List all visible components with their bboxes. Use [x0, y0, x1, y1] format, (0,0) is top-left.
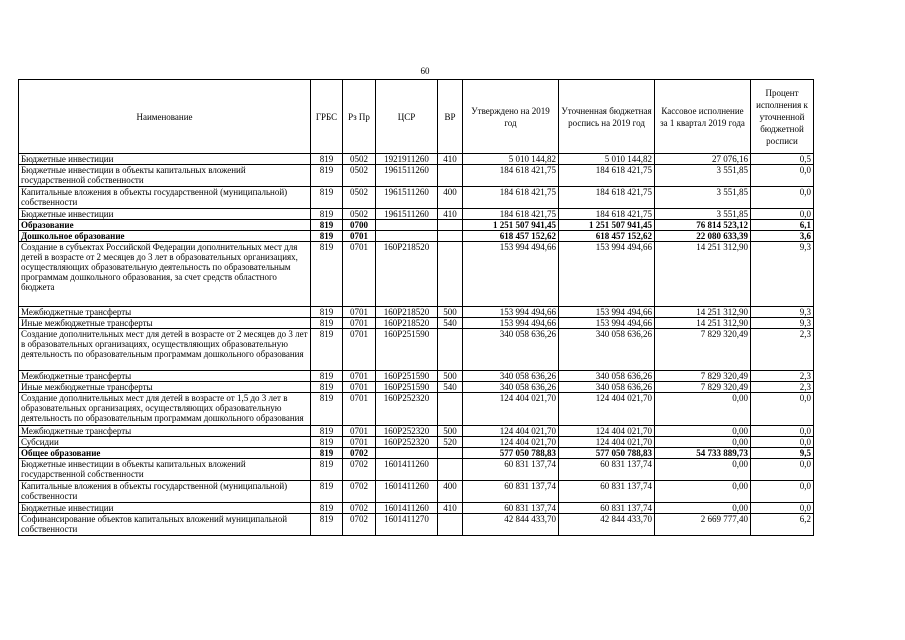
- row-vr: [438, 459, 463, 481]
- column-header-approved: Утверждено на 2019 год: [463, 80, 559, 154]
- row-percent: 9,5: [751, 448, 814, 459]
- row-csr: 160P252320: [376, 437, 438, 448]
- row-cash: 54 733 889,73: [655, 448, 751, 459]
- row-percent: 0,0: [751, 165, 814, 187]
- row-vr: 410: [438, 209, 463, 220]
- row-rzpr: 0700: [343, 220, 376, 231]
- row-csr: 1921911260: [376, 154, 438, 165]
- row-grbs: 819: [311, 393, 343, 426]
- row-name: Создание в субъектах Российской Федерации дополнительных мест для детей в возрасте от 2 месяцев до 3 лет в образовательных организациях, осуществляющих образовательную деятельность по образовательным программам дошкольного образования, за счет средств областного бюджета: [19, 242, 311, 307]
- row-csr: 160P251590: [376, 371, 438, 382]
- row-csr: 160P251590: [376, 329, 438, 371]
- row-name: Образование: [19, 220, 311, 231]
- row-percent: 0,0: [751, 503, 814, 514]
- row-vr: [438, 393, 463, 426]
- table-row: [19, 426, 814, 437]
- row-grbs: 819: [311, 231, 343, 242]
- row-csr: 1601411270: [376, 514, 438, 536]
- row-rzpr: 0701: [343, 307, 376, 318]
- row-vr: 500: [438, 426, 463, 437]
- row-grbs: 819: [311, 503, 343, 514]
- row-percent: 0,0: [751, 187, 814, 209]
- row-name: Дошкольное образование: [19, 231, 311, 242]
- page-number: 60: [420, 66, 430, 76]
- table-body: [19, 154, 814, 536]
- row-name: Бюджетные инвестиции в объекты капитальных вложений государственной собственности: [19, 165, 311, 187]
- row-rzpr: 0701: [343, 318, 376, 329]
- row-percent: 0,0: [751, 437, 814, 448]
- row-cash: 14 251 312,90: [655, 307, 751, 318]
- row-name: Субсидии: [19, 437, 311, 448]
- row-name: Межбюджетные трансферты: [19, 371, 311, 382]
- row-csr: [376, 448, 438, 459]
- row-cash: 22 080 633,39: [655, 231, 751, 242]
- row-rzpr: 0702: [343, 459, 376, 481]
- row-approved: 184 618 421,75: [463, 165, 559, 187]
- row-refined: 124 404 021,70: [559, 426, 655, 437]
- row-grbs: 819: [311, 382, 343, 393]
- budget-execution-table: [18, 79, 814, 536]
- row-approved: 124 404 021,70: [463, 426, 559, 437]
- row-percent: 9,3: [751, 307, 814, 318]
- table-row: [19, 318, 814, 329]
- row-grbs: 819: [311, 371, 343, 382]
- row-cash: 2 669 777,40: [655, 514, 751, 536]
- table-row: [19, 371, 814, 382]
- row-refined: 60 831 137,74: [559, 459, 655, 481]
- row-csr: [376, 220, 438, 231]
- table-row-section: [19, 231, 814, 242]
- table-row-section: [19, 220, 814, 231]
- row-rzpr: 0502: [343, 209, 376, 220]
- row-percent: 0,0: [751, 426, 814, 437]
- row-csr: 1601411260: [376, 503, 438, 514]
- row-grbs: 819: [311, 187, 343, 209]
- row-percent: 6,1: [751, 220, 814, 231]
- row-rzpr: 0502: [343, 165, 376, 187]
- row-csr: 1961511260: [376, 209, 438, 220]
- row-refined: 153 994 494,66: [559, 307, 655, 318]
- row-refined: 184 618 421,75: [559, 187, 655, 209]
- row-approved: 184 618 421,75: [463, 187, 559, 209]
- row-percent: 9,3: [751, 242, 814, 307]
- row-grbs: 819: [311, 209, 343, 220]
- row-rzpr: 0702: [343, 448, 376, 459]
- row-cash: 27 076,16: [655, 154, 751, 165]
- table-row: [19, 459, 814, 481]
- column-header-vr: ВР: [438, 80, 463, 154]
- row-percent: 0,0: [751, 393, 814, 426]
- row-name: Иные межбюджетные трансферты: [19, 318, 311, 329]
- row-grbs: 819: [311, 459, 343, 481]
- table-row: [19, 503, 814, 514]
- row-grbs: 819: [311, 318, 343, 329]
- column-header-rzpr: Рз Пр: [343, 80, 376, 154]
- table-row: [19, 165, 814, 187]
- row-vr: [438, 329, 463, 371]
- row-vr: [438, 242, 463, 307]
- row-vr: 400: [438, 187, 463, 209]
- row-vr: [438, 514, 463, 536]
- row-csr: [376, 231, 438, 242]
- row-refined: 60 831 137,74: [559, 481, 655, 503]
- table-row: [19, 382, 814, 393]
- row-grbs: 819: [311, 426, 343, 437]
- row-csr: 1961511260: [376, 165, 438, 187]
- row-vr: 520: [438, 437, 463, 448]
- row-percent: 2,3: [751, 329, 814, 371]
- row-vr: 410: [438, 154, 463, 165]
- row-cash: 14 251 312,90: [655, 318, 751, 329]
- row-vr: 500: [438, 307, 463, 318]
- row-vr: 410: [438, 503, 463, 514]
- row-percent: 3,6: [751, 231, 814, 242]
- row-csr: 160P218520: [376, 307, 438, 318]
- table-row: [19, 307, 814, 318]
- row-rzpr: 0502: [343, 187, 376, 209]
- column-header-cash: Кассовое исполнение за 1 квартал 2019 года: [655, 80, 751, 154]
- row-approved: 618 457 152,62: [463, 231, 559, 242]
- table-row: [19, 437, 814, 448]
- column-header-refined: Уточненная бюджетная роспись на 2019 год: [559, 80, 655, 154]
- row-cash: 0,00: [655, 481, 751, 503]
- row-rzpr: 0701: [343, 242, 376, 307]
- table-row: [19, 329, 814, 371]
- row-approved: 60 831 137,74: [463, 503, 559, 514]
- row-refined: 60 831 137,74: [559, 503, 655, 514]
- row-rzpr: 0702: [343, 514, 376, 536]
- row-rzpr: 0701: [343, 371, 376, 382]
- row-name: Капитальные вложения в объекты государственной (муниципальной) собственности: [19, 481, 311, 503]
- row-csr: 1601411260: [376, 481, 438, 503]
- row-cash: 14 251 312,90: [655, 242, 751, 307]
- row-refined: 618 457 152,62: [559, 231, 655, 242]
- row-refined: 577 050 788,83: [559, 448, 655, 459]
- row-vr: 540: [438, 382, 463, 393]
- row-percent: 6,2: [751, 514, 814, 536]
- row-rzpr: 0701: [343, 426, 376, 437]
- table-row: [19, 242, 814, 307]
- row-approved: 340 058 636,26: [463, 371, 559, 382]
- row-approved: 5 010 144,82: [463, 154, 559, 165]
- row-cash: 76 814 523,12: [655, 220, 751, 231]
- row-vr: 500: [438, 371, 463, 382]
- row-rzpr: 0702: [343, 503, 376, 514]
- row-cash: 7 829 320,49: [655, 371, 751, 382]
- table-row: [19, 209, 814, 220]
- row-rzpr: 0701: [343, 231, 376, 242]
- row-approved: 124 404 021,70: [463, 393, 559, 426]
- row-name: Создание дополнительных мест для детей в возрасте от 1,5 до 3 лет в образовательных организациях, осуществляющих образовательную деятельность по образовательным программам дошкольного образования: [19, 393, 311, 426]
- row-vr: [438, 448, 463, 459]
- row-grbs: 819: [311, 448, 343, 459]
- row-approved: 60 831 137,74: [463, 481, 559, 503]
- row-name: Иные межбюджетные трансферты: [19, 382, 311, 393]
- row-cash: 0,00: [655, 503, 751, 514]
- row-name: Софинансирование объектов капитальных вложений муниципальной собственности: [19, 514, 311, 536]
- row-csr: 1601411260: [376, 459, 438, 481]
- row-cash: 3 551,85: [655, 209, 751, 220]
- row-name: Бюджетные инвестиции: [19, 503, 311, 514]
- row-cash: 0,00: [655, 393, 751, 426]
- row-name: Межбюджетные трансферты: [19, 307, 311, 318]
- row-csr: 160P218520: [376, 242, 438, 307]
- row-grbs: 819: [311, 220, 343, 231]
- row-approved: 153 994 494,66: [463, 318, 559, 329]
- row-csr: 160P218520: [376, 318, 438, 329]
- row-refined: 184 618 421,75: [559, 209, 655, 220]
- table-row: [19, 187, 814, 209]
- row-grbs: 819: [311, 481, 343, 503]
- row-cash: 3 551,85: [655, 165, 751, 187]
- row-csr: 1961511260: [376, 187, 438, 209]
- row-percent: 0,5: [751, 154, 814, 165]
- row-grbs: 819: [311, 165, 343, 187]
- row-grbs: 819: [311, 154, 343, 165]
- row-approved: 340 058 636,26: [463, 329, 559, 371]
- row-refined: 1 251 507 941,45: [559, 220, 655, 231]
- row-approved: 1 251 507 941,45: [463, 220, 559, 231]
- row-vr: 540: [438, 318, 463, 329]
- table-row: [19, 481, 814, 503]
- row-approved: 340 058 636,26: [463, 382, 559, 393]
- row-rzpr: 0502: [343, 154, 376, 165]
- row-refined: 5 010 144,82: [559, 154, 655, 165]
- row-name: Бюджетные инвестиции: [19, 154, 311, 165]
- row-vr: 400: [438, 481, 463, 503]
- row-approved: 153 994 494,66: [463, 242, 559, 307]
- table-row: [19, 154, 814, 165]
- row-cash: 0,00: [655, 459, 751, 481]
- row-rzpr: 0701: [343, 393, 376, 426]
- row-refined: 184 618 421,75: [559, 165, 655, 187]
- row-percent: 0,0: [751, 459, 814, 481]
- row-csr: 160P251590: [376, 382, 438, 393]
- column-header-csr: ЦСР: [376, 80, 438, 154]
- row-grbs: 819: [311, 242, 343, 307]
- column-header-percent: Процент исполнения к уточненной бюджетной росписи: [751, 80, 814, 154]
- row-grbs: 819: [311, 514, 343, 536]
- row-csr: 160P252320: [376, 426, 438, 437]
- row-cash: 7 829 320,49: [655, 329, 751, 371]
- row-refined: 124 404 021,70: [559, 437, 655, 448]
- row-cash: 0,00: [655, 437, 751, 448]
- table-row: [19, 393, 814, 426]
- column-header-name: Наименование: [19, 80, 311, 154]
- row-vr: [438, 231, 463, 242]
- table-header-row: [19, 80, 814, 154]
- table-row-section: [19, 448, 814, 459]
- row-refined: 340 058 636,26: [559, 329, 655, 371]
- row-name: Капитальные вложения в объекты государственной (муниципальной) собственности: [19, 187, 311, 209]
- column-header-grbs: ГРБС: [311, 80, 343, 154]
- row-refined: 153 994 494,66: [559, 318, 655, 329]
- row-refined: 124 404 021,70: [559, 393, 655, 426]
- row-cash: 0,00: [655, 426, 751, 437]
- row-refined: 340 058 636,26: [559, 371, 655, 382]
- row-grbs: 819: [311, 437, 343, 448]
- row-cash: 3 551,85: [655, 187, 751, 209]
- row-rzpr: 0701: [343, 382, 376, 393]
- row-refined: 340 058 636,26: [559, 382, 655, 393]
- row-percent: 0,0: [751, 209, 814, 220]
- row-name: Бюджетные инвестиции в объекты капитальных вложений государственной собственности: [19, 459, 311, 481]
- row-rzpr: 0701: [343, 437, 376, 448]
- row-percent: 2,3: [751, 371, 814, 382]
- row-grbs: 819: [311, 307, 343, 318]
- row-refined: 42 844 433,70: [559, 514, 655, 536]
- row-percent: 2,3: [751, 382, 814, 393]
- row-name: Общее образование: [19, 448, 311, 459]
- row-refined: 153 994 494,66: [559, 242, 655, 307]
- row-name: Бюджетные инвестиции: [19, 209, 311, 220]
- row-approved: 42 844 433,70: [463, 514, 559, 536]
- row-approved: 577 050 788,83: [463, 448, 559, 459]
- row-grbs: 819: [311, 329, 343, 371]
- row-approved: 184 618 421,75: [463, 209, 559, 220]
- row-name: Создание дополнительных мест для детей в возрасте от 2 месяцев до 3 лет в образовательных организациях, осуществляющих образовательную деятельность по образовательным программам дошкольного образования: [19, 329, 311, 371]
- row-cash: 7 829 320,49: [655, 382, 751, 393]
- row-approved: 153 994 494,66: [463, 307, 559, 318]
- row-name: Межбюджетные трансферты: [19, 426, 311, 437]
- table-row: [19, 514, 814, 536]
- row-csr: 160P252320: [376, 393, 438, 426]
- row-rzpr: 0702: [343, 481, 376, 503]
- row-percent: 9,3: [751, 318, 814, 329]
- row-percent: 0,0: [751, 481, 814, 503]
- row-vr: [438, 220, 463, 231]
- row-approved: 124 404 021,70: [463, 437, 559, 448]
- row-approved: 60 831 137,74: [463, 459, 559, 481]
- row-rzpr: 0701: [343, 329, 376, 371]
- row-vr: [438, 165, 463, 187]
